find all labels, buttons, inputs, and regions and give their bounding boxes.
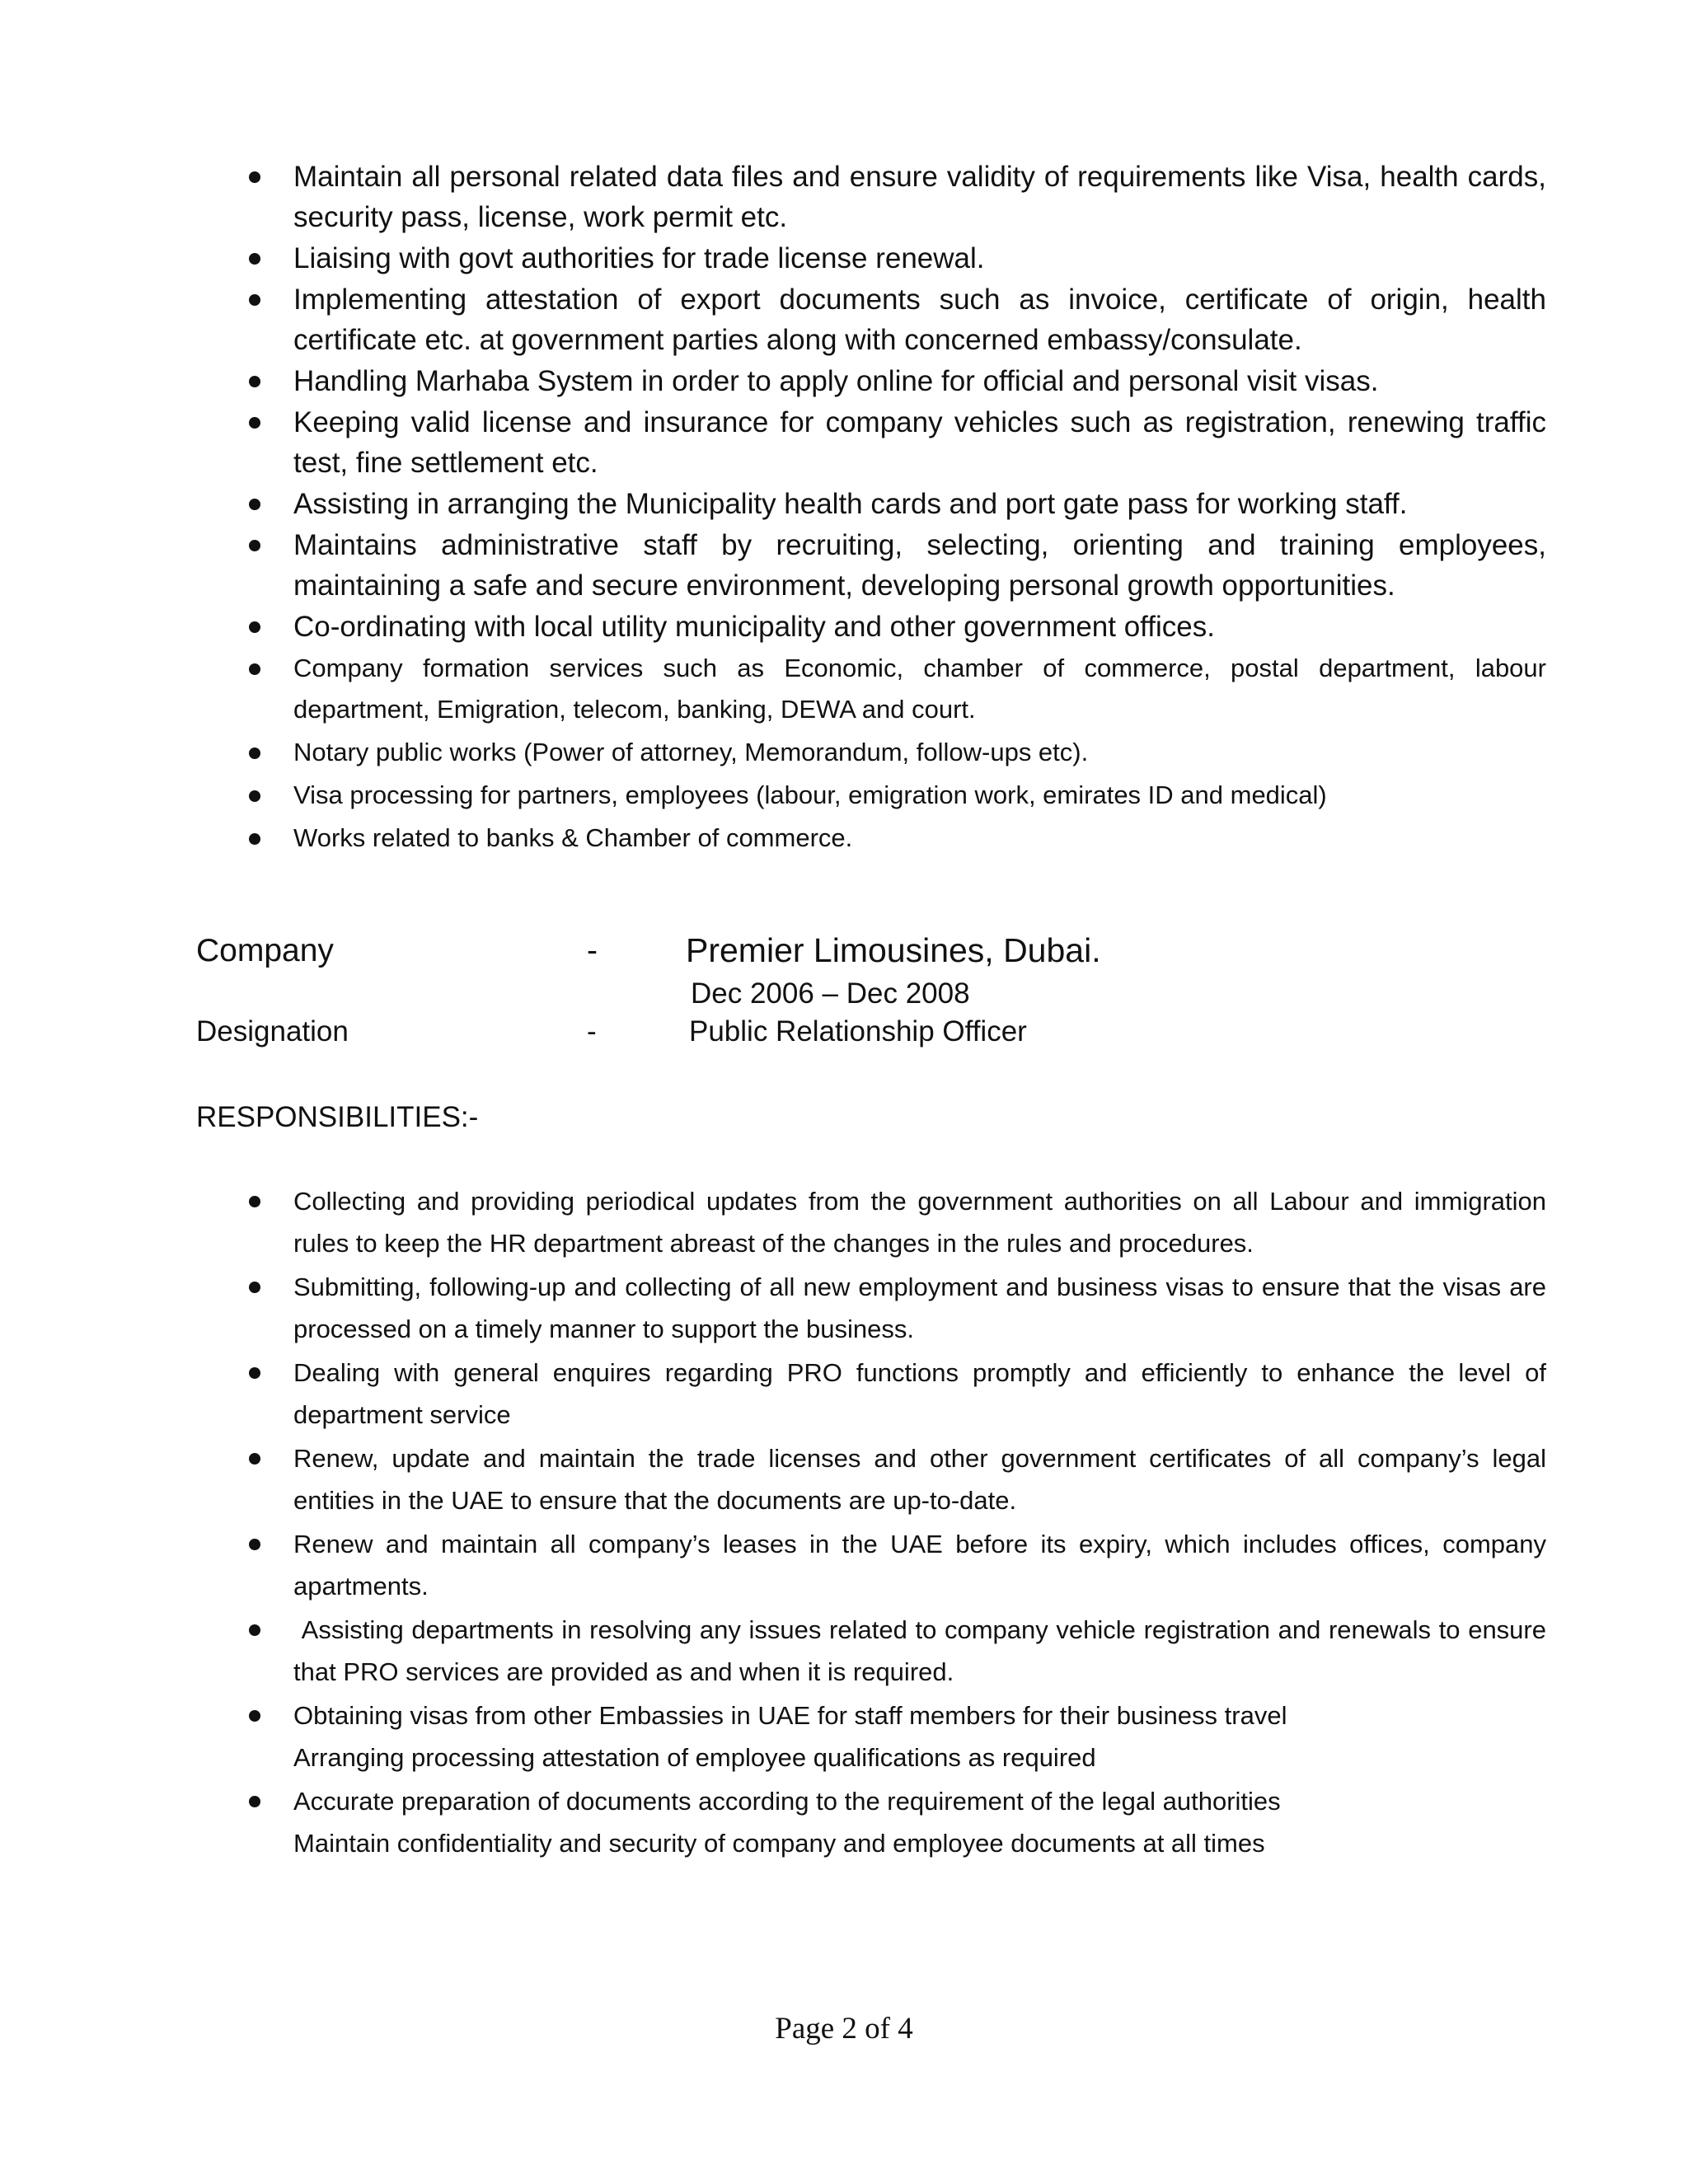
bullet-icon xyxy=(249,1453,260,1465)
bullet-icon xyxy=(249,1282,260,1293)
list-item: Accurate preparation of documents according to the requirement of the legal authorities Maintain confidentiality and security of company and employee documents at all times xyxy=(293,1780,1546,1864)
list-item: Assisting departments in resolving any issues related to company vehicle registration and renewals to ensure that PRO services are provided as and when it is required. xyxy=(293,1609,1546,1693)
list-item: Assisting in arranging the Municipality health cards and port gate pass for working staff. xyxy=(293,484,1546,524)
designation-label: Designation xyxy=(196,1015,349,1047)
list-item: Submitting, following-up and collecting of all new employment and business visas to ensure that the visas are processed on a timely manner to support the business. xyxy=(293,1266,1546,1350)
list-item: Handling Marhaba System in order to apply online for official and personal visit visas. xyxy=(293,361,1546,401)
company-dash: - xyxy=(587,933,598,968)
bullet-icon xyxy=(249,253,260,265)
list-item: Visa processing for partners, employees (labour, emigration work, emirates ID and medical) xyxy=(293,775,1546,816)
bullet-icon xyxy=(249,499,260,510)
bullet-icon xyxy=(249,171,260,183)
bullet-icon xyxy=(249,417,260,429)
bullet-icon xyxy=(249,663,260,675)
designation-dash: - xyxy=(587,1015,597,1047)
list-item: Renew, update and maintain the trade licenses and other government certificates of all company’s legal entities in the UAE to ensure that the documents are up-to-date. xyxy=(293,1437,1546,1521)
list-item: Notary public works (Power of attorney, Memorandum, follow-ups etc). xyxy=(293,732,1546,773)
page-number: Page 2 of 4 xyxy=(775,2012,913,2046)
bullet-icon xyxy=(249,1539,260,1550)
list-item: Implementing attestation of export documents such as invoice, certificate of origin, health certificate etc. at government parties along with concerned embassy/consulate. xyxy=(293,279,1546,360)
bullet-icon xyxy=(249,1196,260,1207)
bullet-icon xyxy=(249,1624,260,1636)
list-item: Dealing with general enquires regarding PRO functions promptly and efficiently to enhance the level of department service xyxy=(293,1352,1546,1436)
list-item: Works related to banks & Chamber of commerce. xyxy=(293,818,1546,859)
bullet-icon xyxy=(249,1710,260,1722)
bullet-icon xyxy=(249,790,260,802)
company-name: Premier Limousines, Dubai. xyxy=(686,931,1101,969)
list-item: Obtaining visas from other Embassies in UAE for staff members for their business travel Arranging processing attestation of employee qualifications as required xyxy=(293,1694,1546,1779)
list-item: Collecting and providing periodical updates from the government authorities on all Labour and immigration rules to keep the HR department abreast of the changes in the rules and procedures. xyxy=(293,1180,1546,1264)
duties-list-previous-job xyxy=(293,157,1546,860)
bullet-icon xyxy=(249,1796,260,1807)
list-item: Renew and maintain all company’s leases in the UAE before its expiry, which includes offices, company apartments. xyxy=(293,1523,1546,1607)
company-label: Company xyxy=(196,933,334,968)
bullet-icon xyxy=(249,1367,260,1379)
bullet-icon xyxy=(249,748,260,759)
list-item: Maintains administrative staff by recruiting, selecting, orienting and training employees, maintaining a safe and secure environment, developing personal growth opportunities. xyxy=(293,525,1546,606)
list-item: Co-ordinating with local utility municipality and other government offices. xyxy=(293,607,1546,647)
designation-value: Public Relationship Officer xyxy=(689,1015,1027,1047)
list-item: Maintain all personal related data files and ensure validity of requirements like Visa, health cards, security pass, license, work permit etc. xyxy=(293,157,1546,237)
responsibilities-list xyxy=(293,1180,1554,1866)
employment-period: Dec 2006 – Dec 2008 xyxy=(691,977,970,1010)
list-item: Keeping valid license and insurance for company vehicles such as registration, renewing traffic test, fine settlement etc. xyxy=(293,402,1546,483)
bullet-icon xyxy=(249,540,260,551)
list-item: Liaising with govt authorities for trade license renewal. xyxy=(293,238,1546,279)
bullet-icon xyxy=(249,621,260,633)
responsibilities-heading: RESPONSIBILITIES:- xyxy=(196,1101,479,1133)
bullet-icon xyxy=(249,376,260,387)
bullet-icon xyxy=(249,294,260,306)
list-item: Company formation services such as Economic, chamber of commerce, postal department, labour department, Emigration, telecom, banking, DEWA and court. xyxy=(293,648,1546,730)
bullet-icon xyxy=(249,833,260,845)
